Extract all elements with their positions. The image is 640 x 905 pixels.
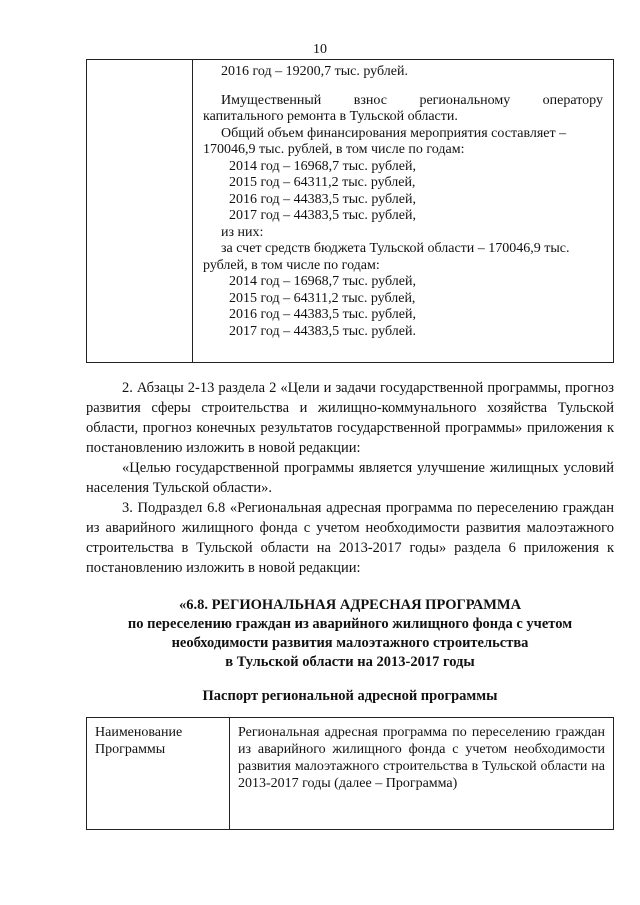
passport-label: Наименование Программы [87, 718, 230, 830]
section-heading [86, 596, 614, 672]
section-heading-line: по переселению граждан из аварийного жилищного фонда с учетом [127, 616, 573, 632]
financing-line: 2017 год – 44383,5 тыс. рублей. [229, 323, 416, 339]
passport-value: Региональная адресная программа по переселению граждан из аварийного жилищного фонда с учетом необходимости развития малоэтажного строительства в Тульской области на 2013-2017 годы (далее – Программа) [230, 718, 614, 830]
financing-line: 2014 год – 16968,7 тыс. рублей, [229, 274, 416, 289]
paragraph-goal: «Целью государственной программы является улучшение жилищных условий населения Тульской области». [86, 460, 614, 496]
section-heading-line: «6.8. РЕГИОНАЛЬНАЯ АДРЕСНАЯ ПРОГРАММА [178, 597, 522, 613]
financing-line: Общий объем финансирования мероприятия составляет – [221, 125, 567, 141]
financing-line: рублей, в том числе по годам: [203, 257, 380, 273]
financing-line: 2015 год – 64311,2 тыс. рублей, [229, 175, 416, 190]
financing-line: 2015 год – 64311,2 тыс. рублей, [229, 290, 416, 306]
passport-table [86, 717, 614, 830]
financing-line: за счет средств бюджета Тульской области – 170046,9 тыс. [221, 241, 570, 256]
financing-line: из них: [221, 224, 264, 240]
financing-line: 2016 год – 44383,5 тыс. рублей, [229, 307, 416, 322]
paragraph-2-amendment: 2. Абзацы 2-13 раздела 2 «Цели и задачи государственной программы, прогноз развития сферы строительства и жилищно-коммунального хозяйства Тульской области, прогноз конечных результатов государственной программы» приложения к постановлению изложить в новой редакции: [86, 380, 614, 456]
financing-line: капитального ремонта в Тульской области. [203, 109, 458, 124]
financing-line: 2016 год – 44383,5 тыс. рублей, [229, 191, 416, 207]
financing-table [86, 59, 614, 363]
paragraph-3-amendment: 3. Подраздел 6.8 «Региональная адресная программа по переселению граждан из аварийного жилищного фонда с учетом необходимости развития малоэтажного строительства в Тульской области на 2013-2017 годы» раздела 6 приложения к постановлению изложить в новой редакции: [86, 500, 614, 576]
financing-line: Имущественный взнос региональному оператору [221, 92, 603, 108]
section-heading-line: необходимости развития малоэтажного строительства [171, 635, 529, 651]
page-number: 10 [313, 42, 327, 57]
financing-line: 2016 год – 19200,7 тыс. рублей. [221, 64, 408, 79]
section-heading-line: в Тульской области на 2013-2017 годы [225, 654, 475, 670]
financing-line: 2017 год – 44383,5 тыс. рублей, [229, 208, 416, 223]
passport-title: Паспорт региональной адресной программы [202, 688, 498, 704]
financing-table-label-cell [87, 60, 193, 363]
financing-line: 2014 год – 16968,7 тыс. рублей, [229, 158, 416, 174]
financing-table-value-cell [193, 60, 614, 363]
financing-line: 170046,9 тыс. рублей, в том числе по годам: [203, 142, 465, 157]
spacer [203, 81, 603, 93]
body-text [86, 378, 614, 578]
